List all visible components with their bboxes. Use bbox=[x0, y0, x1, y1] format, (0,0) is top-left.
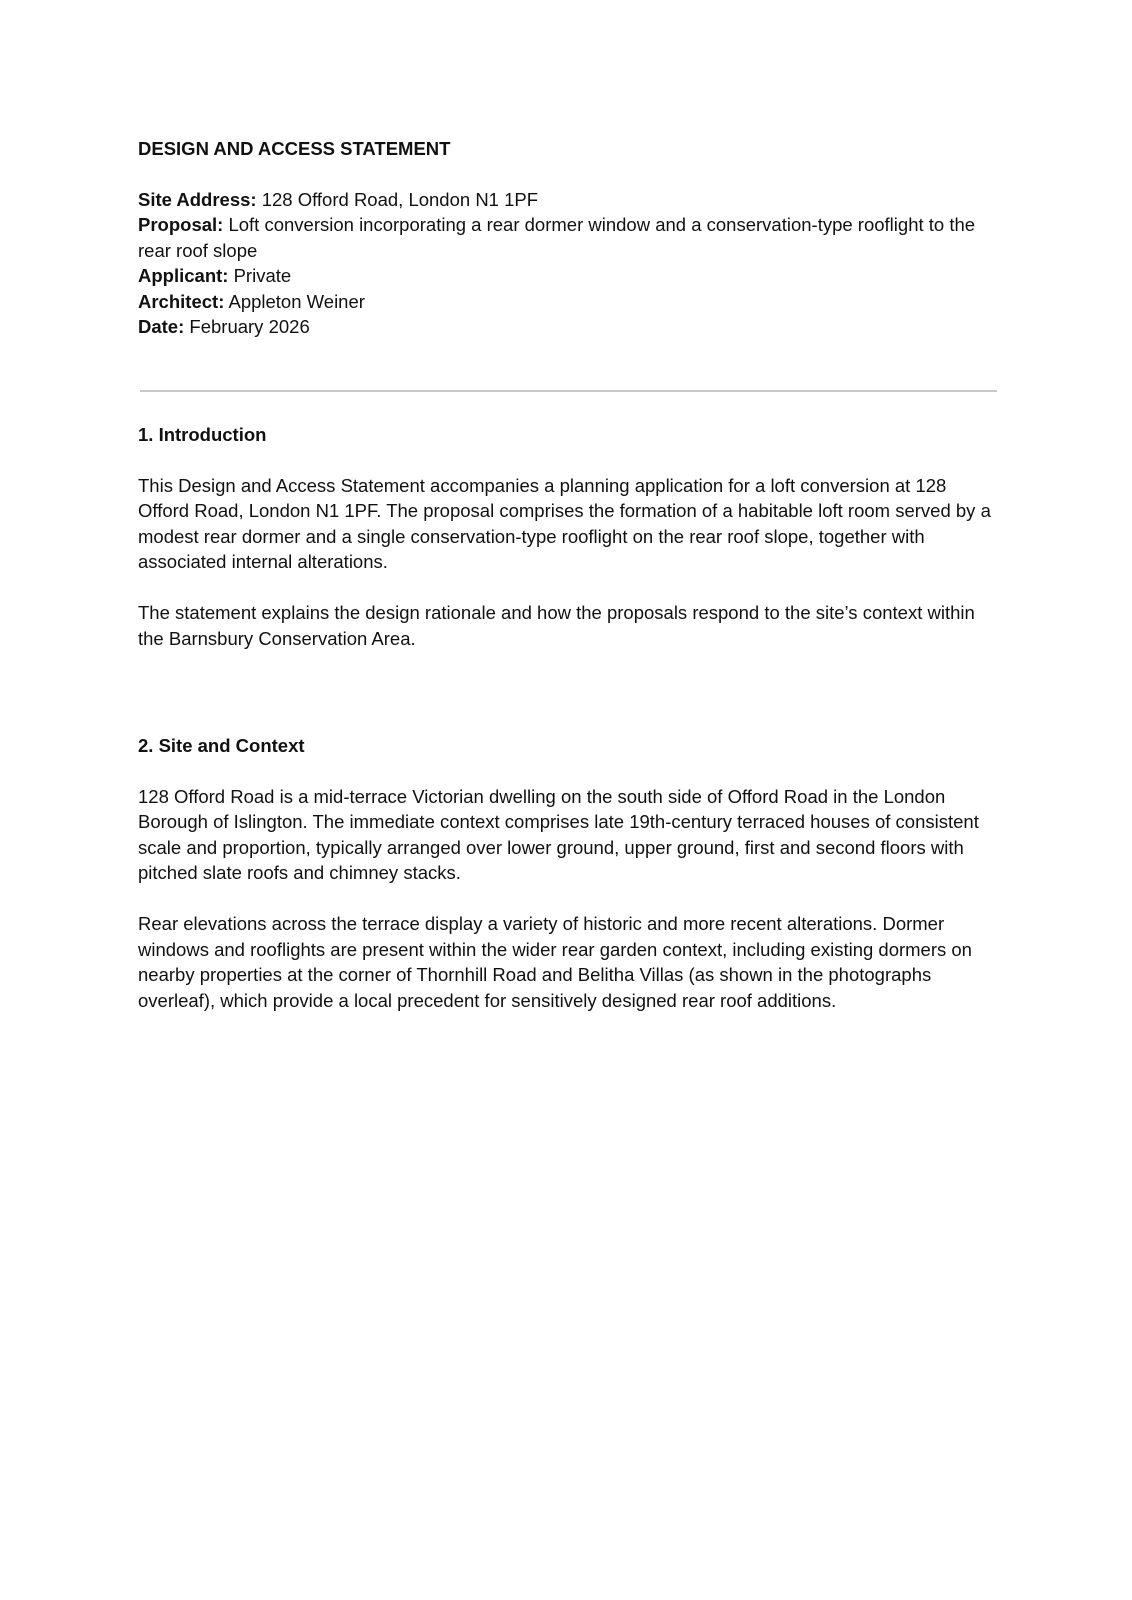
meta-label: Site Address: bbox=[138, 188, 257, 210]
section-heading: 2. Site and Context bbox=[138, 735, 305, 756]
document-title: DESIGN AND ACCESS STATEMENT bbox=[138, 138, 451, 159]
meta-label: Applicant: bbox=[138, 265, 229, 286]
meta-architect bbox=[138, 289, 998, 315]
meta-site-address bbox=[138, 187, 998, 213]
horizontal-divider bbox=[140, 390, 997, 392]
section-introduction bbox=[138, 422, 998, 677]
section-heading: 1. Introduction bbox=[138, 424, 267, 445]
meta-label: Date: bbox=[138, 316, 185, 337]
section-site-and-context bbox=[138, 733, 998, 1039]
meta-value: 128 Offord Road, London N1 1PF bbox=[256, 188, 539, 210]
paragraph: 128 Offord Road is a mid-terrace Victorian dwelling on the south side of Offord Road in the London Borough of Islington. The immediate context comprises late 19th-century terraced houses of consistent scale and proportion, typically arranged over lower ground, upper ground, first and second floors with pitched slate roofs and chimney stacks. bbox=[138, 785, 979, 883]
paragraph: Rear elevations across the terrace display a variety of historic and more recent alterations. Dormer windows and rooflights are present within the wider rear garden context, including existing dormers on nearby properties at the corner of Thornhill Road and Belitha Villas (as shown in the photographs overleaf), which provide a local precedent for sensitively designed rear roof additions. bbox=[138, 913, 972, 1011]
meta-label: Architect: bbox=[138, 290, 225, 312]
paragraph: This Design and Access Statement accompanies a planning application for a loft conversion at 128 Offord Road, London N1 1PF. The proposal comprises the formation of a habitable loft room served by a modest rear dormer and a single conservation-type rooflight on the rear roof slope, together with associated internal alterations. bbox=[138, 474, 991, 572]
paragraph: The statement explains the design rationale and how the proposals respond to the site’s context within the Barnsbury Conservation Area. bbox=[138, 602, 975, 649]
meta-applicant bbox=[138, 263, 998, 289]
meta-label: Proposal: bbox=[138, 214, 224, 235]
meta-value: February 2026 bbox=[184, 316, 310, 337]
meta-proposal bbox=[138, 212, 998, 263]
meta-value: Loft conversion incorporating a rear dormer window and a conservation-type rooflight to the rear roof slope bbox=[138, 214, 976, 261]
meta-value: Private bbox=[228, 265, 292, 286]
document-header bbox=[138, 136, 998, 340]
meta-date bbox=[138, 314, 998, 340]
meta-value: Appleton Weiner bbox=[224, 290, 365, 312]
